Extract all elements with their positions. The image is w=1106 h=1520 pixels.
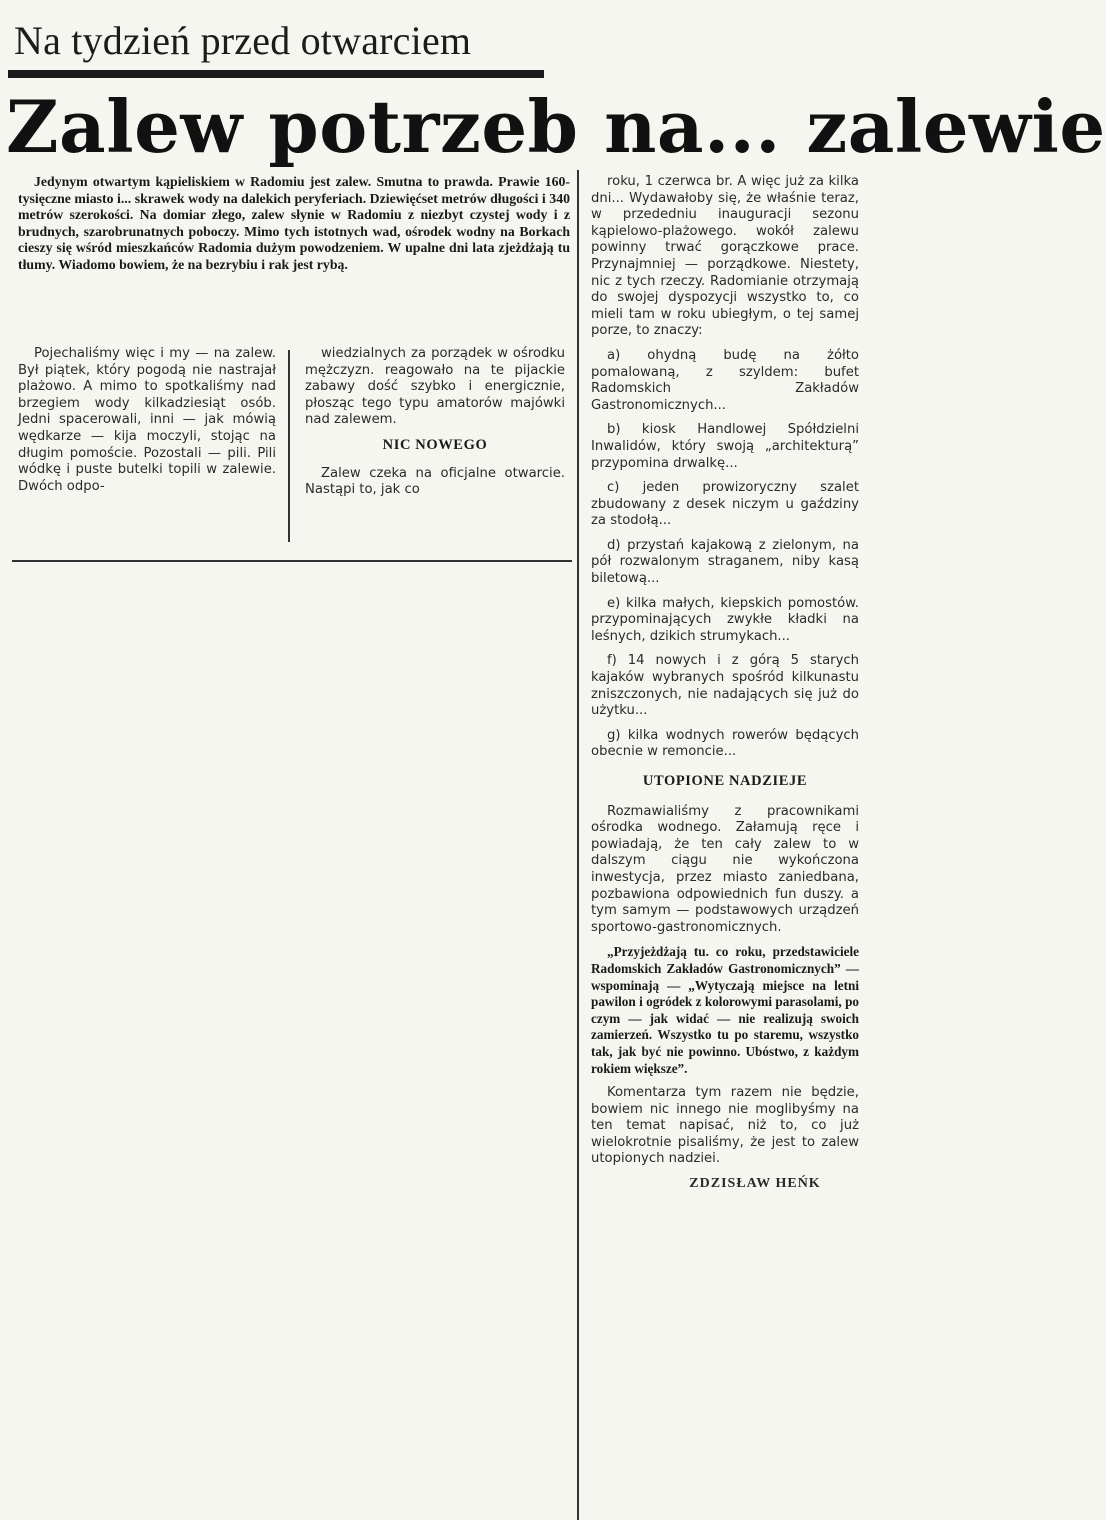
column-2-paragraph-2: Zalew czeka na oficjalne otwarcie. Nastąpi to, jak co	[305, 465, 565, 498]
author-signature: ZDZISŁAW HEŃK	[689, 1176, 821, 1192]
subheading-nic-nowego: NIC NOWEGO	[382, 436, 488, 453]
article-headline: Zalew potrzeb na... zalewie	[6, 84, 1106, 169]
article-kicker: Na tydzień przed otwarciem	[14, 18, 472, 63]
column-1-paragraph: Pojechaliśmy więc i my — na zalew. Był piątek, który pogodą nie nastrajał plażowo. A mimo to spotkaliśmy nad brzegiem wody kilkadziesiąt osób. Jedni spacerowali, inni — jak mówią wędkarze — kija moczyli, stojąc na długim pomoście. Pozostali — pili. Pili wódkę i puste butelki topili w zalewie. Dwóch odpo-	[18, 346, 276, 494]
column-divider-1	[288, 350, 290, 542]
list-item: g) kilka wodnych rowerów będących obecnie w remoncie...	[591, 727, 859, 760]
list-item: f) 14 nowych i z górą 5 starych kajaków wybranych spośród kilkunastu zniszczonych, nie nadających się już do użytku...	[591, 653, 859, 719]
column-3-paragraph-1: roku, 1 czerwca br. A więc już za kilka dni... Wydawałoby się, że właśnie teraz, w przededniu inauguracji sezonu kąpielowo-plażowego. wokół zalewu powinny trwać gorączkowe prace. Przynajmniej — porządkowe. Niestety, nic z tych rzeczy. Radomianie otrzymają do swojej dyspozycji wszystko to, co mieli tam w roku ubiegłym, o tej samej porze, to znaczy:	[591, 174, 859, 339]
article-lead	[18, 174, 570, 274]
column-3-quote-paragraph: „Przyjeżdżają tu. co roku, przedstawiciele Radomskich Zakładów Gastronomicznych” — wspominają — „Wytyczają miejsce na letni pawilon i ogródek z kolorowymi parasolami, po czym — jak widać — nie realizują swoich zamierzeń. Wszystko tu po staremu, wszystko tak, jak być nie powinno. Ubóstwo, z każdym rokiem większe”.	[591, 944, 859, 1076]
list-item: a) ohydną budę na żółto pomalowaną, z szyldem: bufet Radomskich Zakładów Gastronomicznych...	[591, 347, 859, 413]
subheading-utopione-nadzieje: UTOPIONE NADZIEJE	[642, 773, 808, 789]
list-item: d) przystań kajakową z zielonym, na pół rozwalonym straganem, niby kasą biletową...	[591, 537, 859, 587]
kicker-rule	[8, 70, 544, 78]
lead-paragraph: Jedynym otwartym kąpieliskiem w Radomiu jest zalew. Smutna to prawda. Prawie 160-tysięczne miasto i... skrawek wody na dalekich peryferiach. Dziewięćset metrów długości i 340 metrów szerokości. Na domiar złego, zalew słynie w Radomiu z niezbyt czystej wody i z brudnych, szarobrunatnych poboczy. Mimo tych istotnych wad, ośrodek wodny na Borkach cieszy się wśród mieszkańców Radomia dużym powodzeniem. W upalne dni lata zjeżdżają tu tłumy. Wiadomo bowiem, że na bezrybiu i rak jest rybą.	[18, 174, 570, 272]
list-item: b) kiosk Handlowej Spółdzielni Inwalidów, który swoją „architekturą” przypomina drwalkę...	[591, 422, 859, 471]
section-bottom-rule	[12, 560, 572, 562]
column-2-paragraph-1: wiedzialnych za porządek w ośrodku mężczyzn. reagowało na te pijackie zabawy dość szybko i energicznie, płosząc tego typu amatorów majówki nad zalewem.	[305, 346, 565, 428]
column-1	[18, 346, 276, 503]
column-3	[591, 174, 859, 1193]
list-item: c) jeden prowizoryczny szalet zbudowany z desek niczym u gaździny za stodołą...	[591, 480, 859, 529]
column-2	[305, 346, 565, 507]
column-divider-2	[577, 170, 579, 1520]
column-3-paragraph-2: Rozmawialiśmy z pracownikami ośrodka wodnego. Załamują ręce i powiadają, że ten cały zalew to w dalszym ciągu nie wykończona inwestycja, przez miasto zaniedbana, pozbawiona odpowiednich fun duszy. a tym samym — podstawowych urządzeń sportowo-gastronomicznych.	[591, 803, 859, 935]
column-3-paragraph-4: Komentarza tym razem nie będzie, bowiem nic innego nie moglibyśmy na ten temat napisać, niż to, co już wielokrotnie pisaliśmy, że jest to zalew utopionych nadziei.	[591, 1085, 859, 1167]
list-item: e) kilka małych, kiepskich pomostów. przypominających zwykłe kładki na leśnych, dzikich strumykach...	[591, 595, 859, 644]
